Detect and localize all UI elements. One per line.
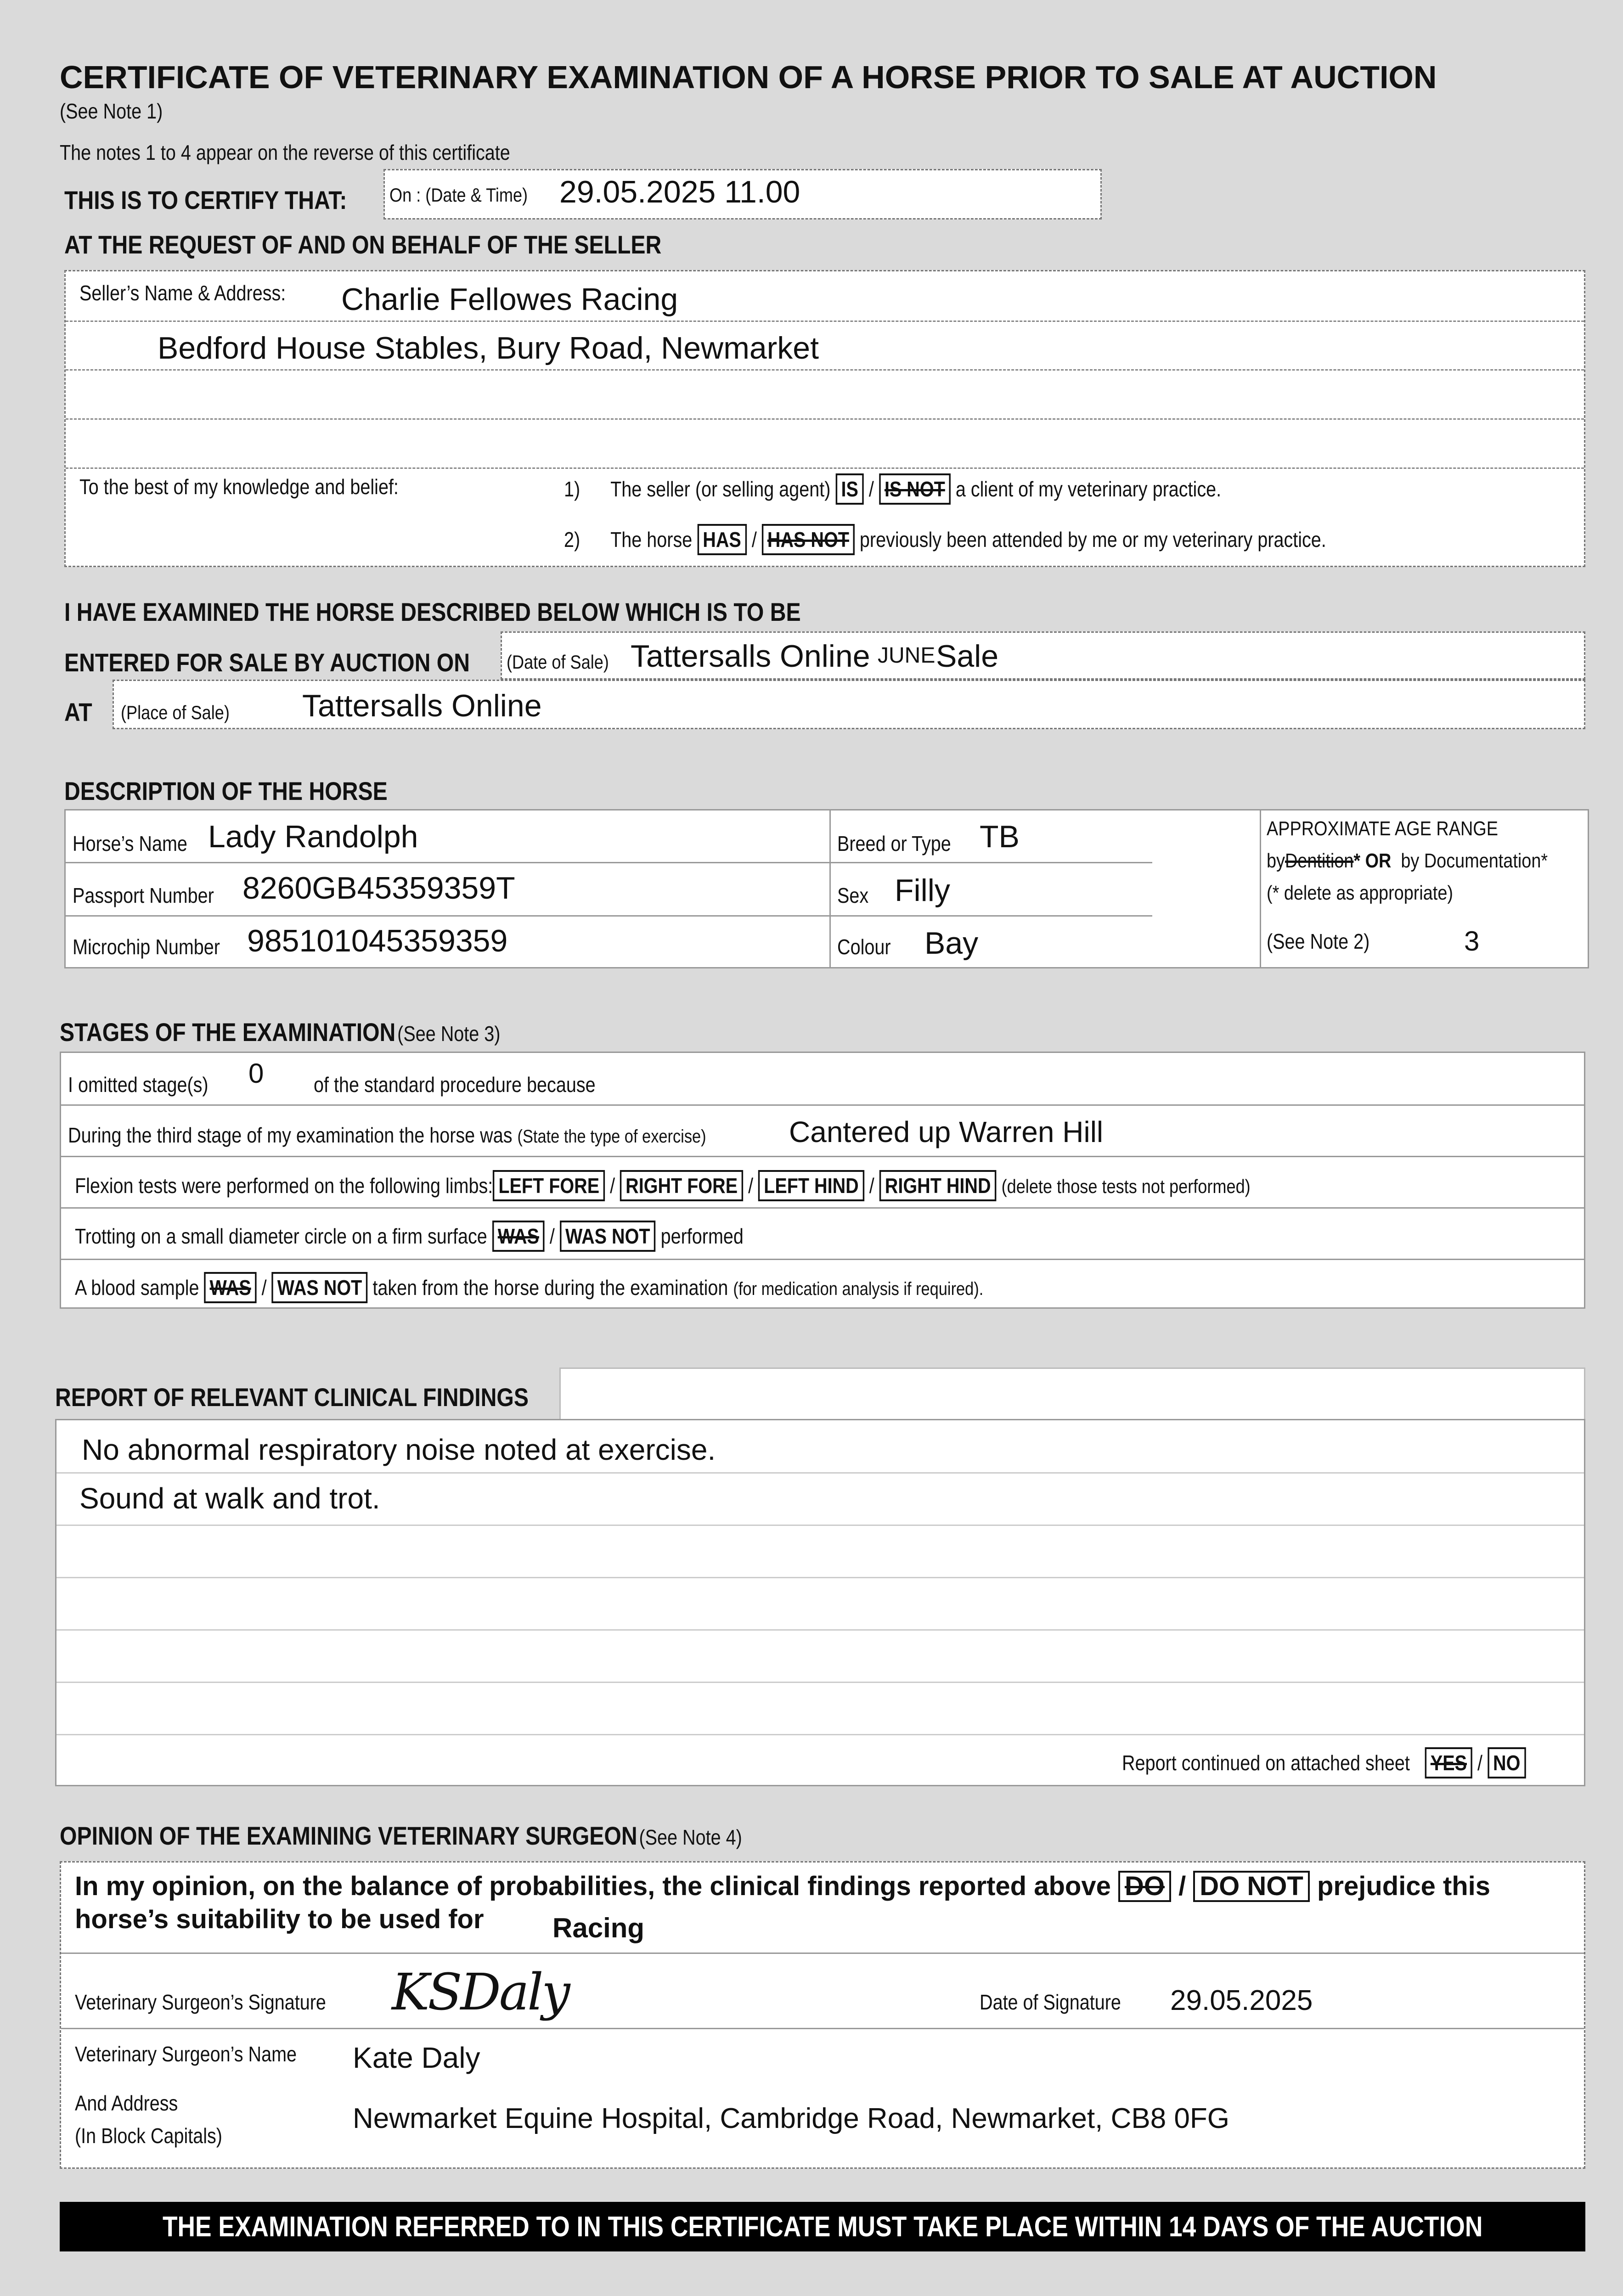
address-label: And Address bbox=[75, 2091, 178, 2115]
seller-address[interactable]: Bedford House Stables, Bury Road, Newmarket bbox=[158, 331, 819, 366]
omitted-post: of the standard procedure because bbox=[314, 1073, 596, 1097]
continued-no-option[interactable]: NO bbox=[1488, 1747, 1526, 1778]
opinion-line-2: horse’s suitability to be used for bbox=[75, 1904, 484, 1934]
horse-heading: DESCRIPTION OF THE HORSE bbox=[64, 777, 388, 805]
horse-table bbox=[64, 809, 1589, 968]
notes-line: The notes 1 to 4 appear on the reverse of this certificate bbox=[60, 141, 510, 164]
has-option[interactable]: HAS bbox=[697, 524, 747, 555]
date-of-sale-value: Tattersalls Online bbox=[631, 639, 870, 674]
opinion-statement: In my opinion, on the balance of probabilities, the clinical findings reported above DO / DO NOT prejudice this bbox=[75, 1871, 1491, 1901]
right-hind-option[interactable]: RIGHT HIND bbox=[879, 1170, 997, 1201]
left-hind-option[interactable]: LEFT HIND bbox=[758, 1170, 864, 1201]
trot-was-not-option[interactable]: WAS NOT bbox=[560, 1221, 656, 1252]
certify-label: THIS IS TO CERTIFY THAT: bbox=[64, 186, 347, 214]
horse-name-label: Horse’s Name bbox=[73, 832, 187, 855]
signature-label: Veterinary Surgeon’s Signature bbox=[75, 1990, 326, 2014]
finding-line-1[interactable]: No abnormal respiratory noise noted at exercise. bbox=[82, 1433, 716, 1466]
flexion-row: Flexion tests were performed on the following limbs: LEFT FORE / RIGHT FORE / LEFT HIND / RIGHT HIND (delete those tests not performed) bbox=[75, 1170, 1251, 1201]
purpose-value[interactable]: Racing bbox=[552, 1913, 645, 1943]
trot-was-option[interactable]: WAS bbox=[492, 1221, 545, 1252]
findings-heading: REPORT OF RELEVANT CLINICAL FINDINGS bbox=[55, 1383, 529, 1412]
at-label: AT bbox=[64, 698, 92, 726]
place-of-sale-value: Tattersalls Online bbox=[302, 688, 542, 723]
certificate-title: CERTIFICATE OF VETERINARY EXAMINATION OF A HORSE PRIOR TO SALE AT AUCTION bbox=[60, 59, 1437, 95]
has-not-option[interactable]: HAS NOT bbox=[762, 524, 855, 555]
passport-label: Passport Number bbox=[73, 884, 214, 907]
age-method: byDentition* OR by Documentation* bbox=[1267, 850, 1548, 872]
stages-heading: STAGES OF THE EXAMINATION (See Note 3) bbox=[60, 1018, 501, 1047]
horse-name[interactable]: Lady Randolph bbox=[208, 819, 418, 854]
place-of-sale-field[interactable] bbox=[113, 680, 1585, 729]
findings-heading-field bbox=[559, 1367, 1585, 1420]
colour-label: Colour bbox=[837, 935, 891, 959]
omitted-pre: I omitted stage(s) bbox=[68, 1073, 209, 1097]
report-continued: Report continued on attached sheet YES / NO bbox=[1122, 1747, 1526, 1778]
blood-row: A blood sample WAS / WAS NOT taken from the horse during the examination (for medication analysis if required). bbox=[75, 1272, 983, 1303]
trotting-row: Trotting on a small diameter circle on a firm surface WAS / WAS NOT performed bbox=[75, 1221, 744, 1252]
third-stage-label: During the third stage of my examination the horse was (State the type of exercise) bbox=[68, 1123, 706, 1147]
vet-name-label: Veterinary Surgeon’s Name bbox=[75, 2042, 297, 2066]
statement-1: 1) The seller (or selling agent) IS / IS NOT a client of my veterinary practice. bbox=[564, 473, 1221, 505]
date-of-sale-label: (Date of Sale) bbox=[507, 651, 609, 673]
microchip-number[interactable]: 985101045359359 bbox=[247, 923, 508, 958]
opinion-box bbox=[60, 1861, 1585, 2169]
opinion-heading: OPINION OF THE EXAMINING VETERINARY SURGEON (See Note 4) bbox=[60, 1821, 742, 1850]
knowledge-label: To the best of my knowledge and belief: bbox=[79, 475, 399, 499]
see-note-1: (See Note 1) bbox=[60, 99, 163, 123]
signature[interactable]: KSDaly bbox=[392, 1963, 569, 2021]
do-option[interactable]: DO bbox=[1118, 1871, 1171, 1902]
date-of-sale-suffix: Sale bbox=[936, 639, 999, 674]
date-of-signature[interactable]: 29.05.2025 bbox=[1170, 1985, 1313, 2016]
footer-text: THE EXAMINATION REFERRED TO IN THIS CERTIFICATE MUST TAKE PLACE WITHIN 14 DAYS OF THE AUCTION bbox=[162, 2211, 1483, 2243]
continued-yes-option[interactable]: YES bbox=[1425, 1747, 1472, 1778]
dentition-option[interactable]: Dentition bbox=[1285, 850, 1354, 872]
seller-box bbox=[64, 270, 1585, 567]
date-time-value: 29.05.2025 11.00 bbox=[559, 174, 800, 209]
left-fore-option[interactable]: LEFT FORE bbox=[493, 1170, 605, 1201]
blood-was-option[interactable]: WAS bbox=[204, 1272, 257, 1303]
date-of-sale-insert: JUNE bbox=[878, 643, 935, 668]
entered-heading: ENTERED FOR SALE BY AUCTION ON bbox=[64, 648, 470, 677]
seller-label: Seller’s Name & Address: bbox=[79, 281, 286, 305]
age-see-note: (See Note 2) bbox=[1267, 929, 1370, 953]
breed-label: Breed or Type bbox=[837, 832, 951, 855]
documentation-option[interactable]: by Documentation* bbox=[1401, 850, 1548, 872]
sex-value[interactable]: Filly bbox=[895, 873, 950, 908]
is-option[interactable]: IS bbox=[835, 473, 863, 505]
findings-box bbox=[55, 1419, 1585, 1786]
microchip-label: Microchip Number bbox=[73, 935, 220, 959]
date-of-sale-field[interactable] bbox=[501, 631, 1585, 680]
date-of-signature-label: Date of Signature bbox=[980, 1990, 1121, 2014]
passport-number[interactable]: 8260GB45359359T bbox=[242, 871, 515, 906]
third-stage-value[interactable]: Cantered up Warren Hill bbox=[789, 1115, 1104, 1148]
age-heading: APPROXIMATE AGE RANGE bbox=[1267, 817, 1498, 840]
age-delete-note: (* delete as appropriate) bbox=[1267, 882, 1453, 904]
statement-2: 2) The horse HAS / HAS NOT previously been attended by me or my veterinary practice. bbox=[564, 524, 1326, 555]
stages-table bbox=[60, 1052, 1585, 1309]
is-not-option[interactable]: IS NOT bbox=[879, 473, 951, 505]
blood-was-not-option[interactable]: WAS NOT bbox=[272, 1272, 368, 1303]
vet-name[interactable]: Kate Daly bbox=[353, 2041, 480, 2074]
examined-heading: I HAVE EXAMINED THE HORSE DESCRIBED BELOW WHICH IS TO BE bbox=[64, 597, 801, 626]
vet-address[interactable]: Newmarket Equine Hospital, Cambridge Road, Newmarket, CB8 0FG bbox=[353, 2103, 1229, 2134]
request-heading: AT THE REQUEST OF AND ON BEHALF OF THE SELLER bbox=[64, 230, 662, 259]
date-time-label: On : (Date & Time) bbox=[389, 184, 528, 206]
place-of-sale-label: (Place of Sale) bbox=[121, 702, 230, 723]
seller-name[interactable]: Charlie Fellowes Racing bbox=[341, 282, 678, 317]
right-fore-option[interactable]: RIGHT FORE bbox=[620, 1170, 743, 1201]
do-not-option[interactable]: DO NOT bbox=[1193, 1871, 1310, 1902]
breed-value[interactable]: TB bbox=[980, 819, 1020, 854]
omitted-value[interactable]: 0 bbox=[248, 1058, 264, 1089]
colour-value[interactable]: Bay bbox=[924, 926, 979, 961]
footer-banner bbox=[60, 2202, 1585, 2251]
date-time-field[interactable] bbox=[383, 169, 1102, 219]
sex-label: Sex bbox=[837, 884, 869, 907]
age-value[interactable]: 3 bbox=[1464, 926, 1480, 957]
finding-line-2[interactable]: Sound at walk and trot. bbox=[79, 1482, 380, 1515]
address-label-2: (In Block Capitals) bbox=[75, 2124, 222, 2148]
